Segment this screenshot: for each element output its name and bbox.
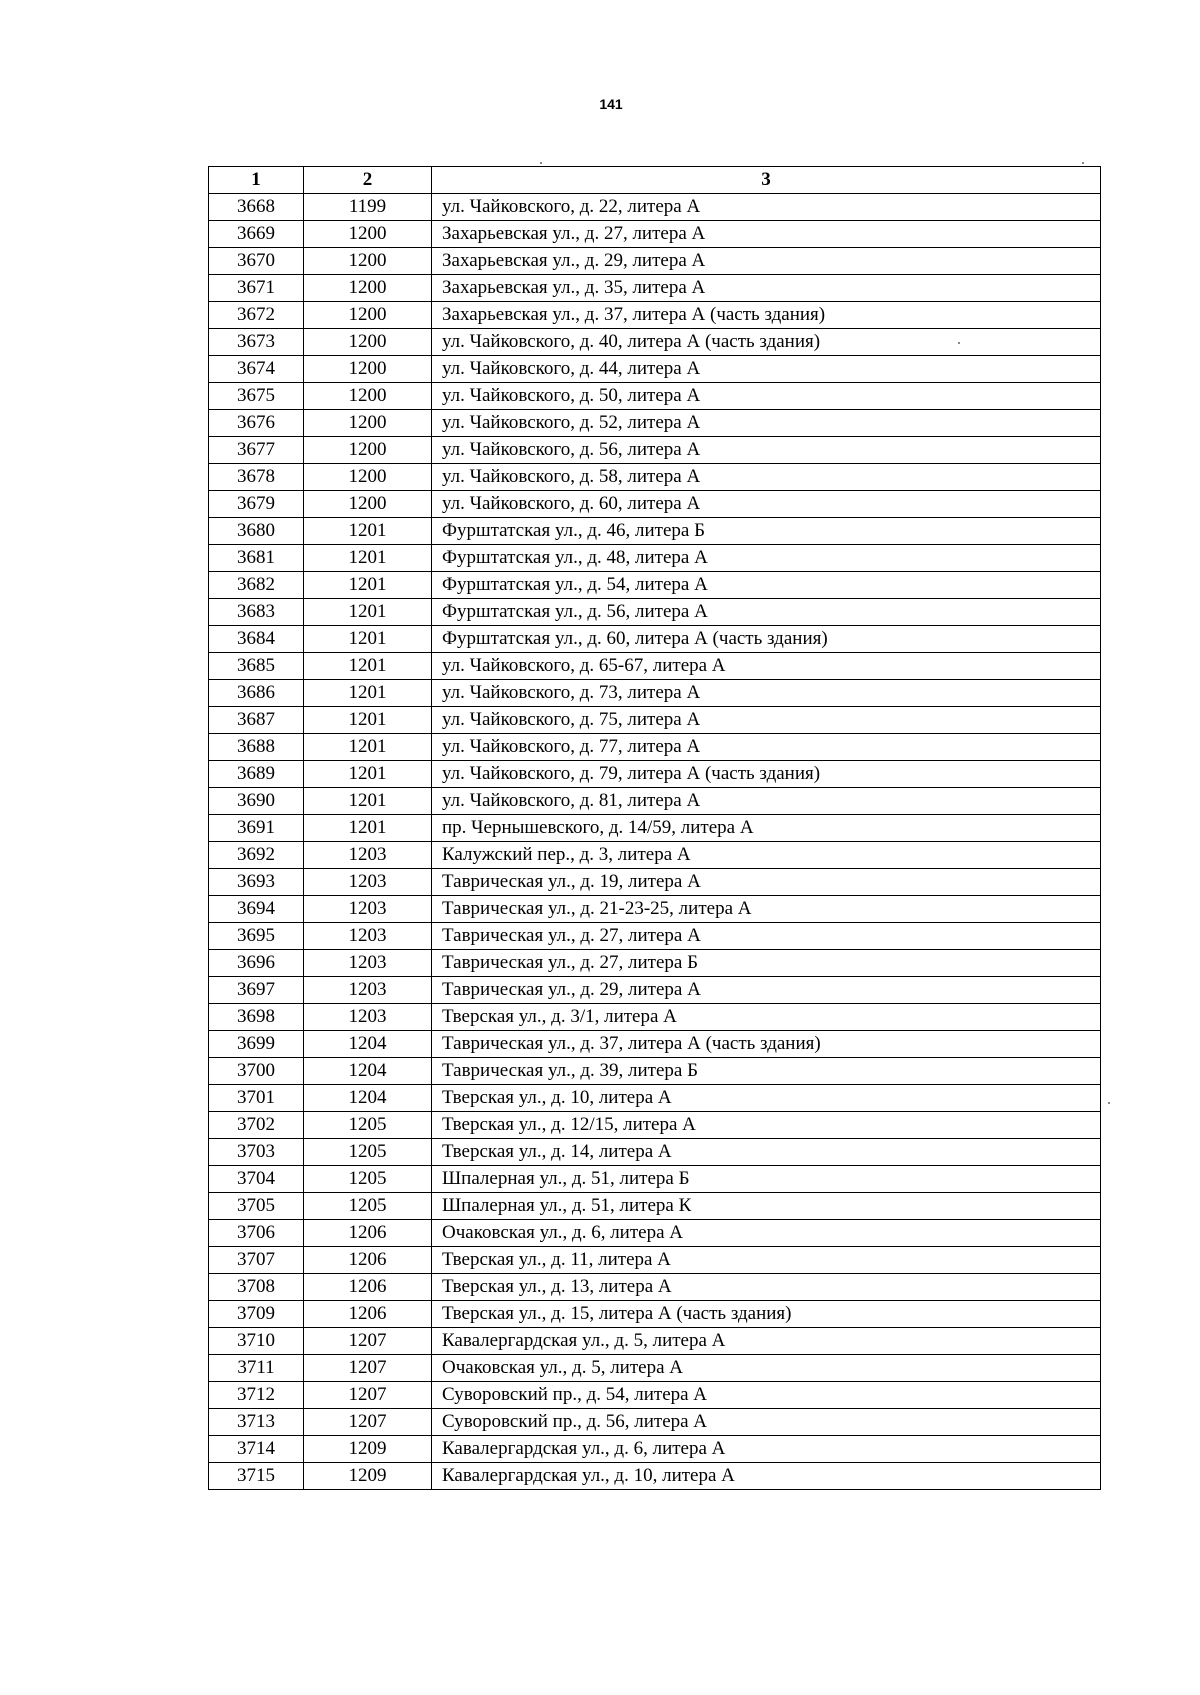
table-row <box>209 1031 1101 1058</box>
address-cell: Фурштатская ул., д. 48, литера А <box>432 545 1101 572</box>
address-cell: Таврическая ул., д. 19, литера А <box>432 869 1101 896</box>
row-number-cell: 3670 <box>209 248 304 275</box>
table-row <box>209 950 1101 977</box>
reference-number-cell: 1209 <box>304 1463 432 1490</box>
address-cell: Тверская ул., д. 14, литера А <box>432 1139 1101 1166</box>
reference-number-cell: 1206 <box>304 1247 432 1274</box>
reference-number-cell: 1201 <box>304 653 432 680</box>
row-number-cell: 3671 <box>209 275 304 302</box>
address-cell: Очаковская ул., д. 5, литера А <box>432 1355 1101 1382</box>
row-number-cell: 3698 <box>209 1004 304 1031</box>
row-number-cell: 3682 <box>209 572 304 599</box>
row-number-cell: 3689 <box>209 761 304 788</box>
table-row <box>209 410 1101 437</box>
address-cell: ул. Чайковского, д. 73, литера А <box>432 680 1101 707</box>
table-row <box>209 734 1101 761</box>
address-cell: ул. Чайковского, д. 79, литера А (часть здания) <box>432 761 1101 788</box>
reference-number-cell: 1201 <box>304 518 432 545</box>
row-number-cell: 3710 <box>209 1328 304 1355</box>
reference-number-cell: 1203 <box>304 1004 432 1031</box>
table-row <box>209 302 1101 329</box>
table-row <box>209 1112 1101 1139</box>
reference-number-cell: 1203 <box>304 896 432 923</box>
address-cell: ул. Чайковского, д. 50, литера А <box>432 383 1101 410</box>
row-number-cell: 3695 <box>209 923 304 950</box>
reference-number-cell: 1200 <box>304 275 432 302</box>
table-body <box>209 194 1101 1490</box>
address-cell: Тверская ул., д. 3/1, литера А <box>432 1004 1101 1031</box>
reference-number-cell: 1206 <box>304 1220 432 1247</box>
row-number-cell: 3673 <box>209 329 304 356</box>
table-row <box>209 707 1101 734</box>
address-cell: Фурштатская ул., д. 60, литера А (часть здания) <box>432 626 1101 653</box>
row-number-cell: 3711 <box>209 1355 304 1382</box>
table-row <box>209 275 1101 302</box>
row-number-cell: 3704 <box>209 1166 304 1193</box>
address-cell: Таврическая ул., д. 39, литера Б <box>432 1058 1101 1085</box>
row-number-cell: 3681 <box>209 545 304 572</box>
row-number-cell: 3693 <box>209 869 304 896</box>
table-row <box>209 815 1101 842</box>
table-row <box>209 1274 1101 1301</box>
table-row <box>209 491 1101 518</box>
reference-number-cell: 1200 <box>304 221 432 248</box>
address-cell: Кавалергардская ул., д. 10, литера А <box>432 1463 1101 1490</box>
row-number-cell: 3676 <box>209 410 304 437</box>
row-number-cell: 3684 <box>209 626 304 653</box>
address-cell: Таврическая ул., д. 29, литера А <box>432 977 1101 1004</box>
table-row <box>209 788 1101 815</box>
table-row <box>209 626 1101 653</box>
table-row <box>209 1058 1101 1085</box>
table-row <box>209 1220 1101 1247</box>
table-row <box>209 383 1101 410</box>
table-row <box>209 923 1101 950</box>
table-row <box>209 1463 1101 1490</box>
table-row <box>209 842 1101 869</box>
table-row <box>209 1139 1101 1166</box>
row-number-cell: 3677 <box>209 437 304 464</box>
row-number-cell: 3686 <box>209 680 304 707</box>
table-row <box>209 896 1101 923</box>
table-row <box>209 248 1101 275</box>
address-cell: ул. Чайковского, д. 77, литера А <box>432 734 1101 761</box>
address-cell: ул. Чайковского, д. 40, литера А (часть здания) <box>432 329 1101 356</box>
table-row <box>209 329 1101 356</box>
address-cell: Кавалергардская ул., д. 5, литера А <box>432 1328 1101 1355</box>
address-cell: Захарьевская ул., д. 37, литера А (часть здания) <box>432 302 1101 329</box>
table-row <box>209 761 1101 788</box>
row-number-cell: 3668 <box>209 194 304 221</box>
address-cell: пр. Чернышевского, д. 14/59, литера А <box>432 815 1101 842</box>
row-number-cell: 3701 <box>209 1085 304 1112</box>
reference-number-cell: 1201 <box>304 788 432 815</box>
reference-number-cell: 1201 <box>304 761 432 788</box>
table-row <box>209 356 1101 383</box>
table-row <box>209 599 1101 626</box>
address-cell: Суворовский пр., д. 56, литера А <box>432 1409 1101 1436</box>
row-number-cell: 3696 <box>209 950 304 977</box>
reference-number-cell: 1201 <box>304 626 432 653</box>
address-cell: ул. Чайковского, д. 56, литера А <box>432 437 1101 464</box>
table-row <box>209 1247 1101 1274</box>
address-cell: Шпалерная ул., д. 51, литера К <box>432 1193 1101 1220</box>
table-row <box>209 977 1101 1004</box>
row-number-cell: 3697 <box>209 977 304 1004</box>
address-cell: ул. Чайковского, д. 44, литера А <box>432 356 1101 383</box>
page-number: 141 <box>599 96 623 112</box>
address-cell: ул. Чайковского, д. 60, литера А <box>432 491 1101 518</box>
row-number-cell: 3706 <box>209 1220 304 1247</box>
table-row <box>209 1166 1101 1193</box>
row-number-cell: 3702 <box>209 1112 304 1139</box>
row-number-cell: 3687 <box>209 707 304 734</box>
address-cell: Тверская ул., д. 12/15, литера А <box>432 1112 1101 1139</box>
table-row <box>209 1085 1101 1112</box>
table-row <box>209 1382 1101 1409</box>
scan-speck <box>1082 162 1084 164</box>
table-row <box>209 545 1101 572</box>
reference-number-cell: 1209 <box>304 1436 432 1463</box>
address-cell: Тверская ул., д. 11, литера А <box>432 1247 1101 1274</box>
reference-number-cell: 1207 <box>304 1409 432 1436</box>
address-cell: Кавалергардская ул., д. 6, литера А <box>432 1436 1101 1463</box>
reference-number-cell: 1207 <box>304 1328 432 1355</box>
row-number-cell: 3708 <box>209 1274 304 1301</box>
row-number-cell: 3679 <box>209 491 304 518</box>
table-row <box>209 1355 1101 1382</box>
table-row <box>209 653 1101 680</box>
reference-number-cell: 1201 <box>304 545 432 572</box>
reference-number-cell: 1200 <box>304 437 432 464</box>
row-number-cell: 3688 <box>209 734 304 761</box>
row-number-cell: 3685 <box>209 653 304 680</box>
address-cell: Фурштатская ул., д. 54, литера А <box>432 572 1101 599</box>
address-cell: Тверская ул., д. 15, литера А (часть здания) <box>432 1301 1101 1328</box>
row-number-cell: 3669 <box>209 221 304 248</box>
table-row <box>209 1301 1101 1328</box>
table-row <box>209 194 1101 221</box>
reference-number-cell: 1203 <box>304 950 432 977</box>
row-number-cell: 3715 <box>209 1463 304 1490</box>
row-number-cell: 3714 <box>209 1436 304 1463</box>
row-number-cell: 3713 <box>209 1409 304 1436</box>
reference-number-cell: 1200 <box>304 329 432 356</box>
reference-number-cell: 1201 <box>304 815 432 842</box>
row-number-cell: 3712 <box>209 1382 304 1409</box>
table-row <box>209 1193 1101 1220</box>
row-number-cell: 3699 <box>209 1031 304 1058</box>
address-cell: Калужский пер., д. 3, литера А <box>432 842 1101 869</box>
address-cell: Суворовский пр., д. 54, литера А <box>432 1382 1101 1409</box>
reference-number-cell: 1201 <box>304 572 432 599</box>
table-row <box>209 869 1101 896</box>
reference-number-cell: 1204 <box>304 1085 432 1112</box>
reference-number-cell: 1205 <box>304 1193 432 1220</box>
table-row <box>209 221 1101 248</box>
address-cell: Очаковская ул., д. 6, литера А <box>432 1220 1101 1247</box>
address-cell: Таврическая ул., д. 27, литера А <box>432 923 1101 950</box>
table-row <box>209 1436 1101 1463</box>
row-number-cell: 3691 <box>209 815 304 842</box>
row-number-cell: 3709 <box>209 1301 304 1328</box>
table-row <box>209 518 1101 545</box>
reference-number-cell: 1203 <box>304 923 432 950</box>
address-cell: Захарьевская ул., д. 27, литера А <box>432 221 1101 248</box>
row-number-cell: 3703 <box>209 1139 304 1166</box>
registry-table <box>208 166 1101 1490</box>
row-number-cell: 3694 <box>209 896 304 923</box>
row-number-cell: 3707 <box>209 1247 304 1274</box>
reference-number-cell: 1200 <box>304 248 432 275</box>
row-number-cell: 3680 <box>209 518 304 545</box>
reference-number-cell: 1204 <box>304 1031 432 1058</box>
row-number-cell: 3672 <box>209 302 304 329</box>
row-number-cell: 3675 <box>209 383 304 410</box>
address-cell: Тверская ул., д. 13, литера А <box>432 1274 1101 1301</box>
address-cell: ул. Чайковского, д. 52, литера А <box>432 410 1101 437</box>
table-header-row <box>209 167 1101 194</box>
row-number-cell: 3690 <box>209 788 304 815</box>
address-cell: Фурштатская ул., д. 56, литера А <box>432 599 1101 626</box>
reference-number-cell: 1200 <box>304 356 432 383</box>
scan-speck <box>1108 1102 1110 1104</box>
column-header-1: 1 <box>209 167 304 194</box>
address-cell: Шпалерная ул., д. 51, литера Б <box>432 1166 1101 1193</box>
table-row <box>209 572 1101 599</box>
table-row <box>209 464 1101 491</box>
row-number-cell: 3683 <box>209 599 304 626</box>
column-header-2: 2 <box>304 167 432 194</box>
address-cell: ул. Чайковского, д. 65-67, литера А <box>432 653 1101 680</box>
scan-speck <box>958 342 960 344</box>
column-header-3: 3 <box>432 167 1101 194</box>
address-cell: ул. Чайковского, д. 58, литера А <box>432 464 1101 491</box>
reference-number-cell: 1205 <box>304 1112 432 1139</box>
row-number-cell: 3700 <box>209 1058 304 1085</box>
reference-number-cell: 1203 <box>304 869 432 896</box>
reference-number-cell: 1207 <box>304 1355 432 1382</box>
reference-number-cell: 1203 <box>304 842 432 869</box>
address-cell: ул. Чайковского, д. 22, литера А <box>432 194 1101 221</box>
scan-speck <box>540 162 542 164</box>
row-number-cell: 3678 <box>209 464 304 491</box>
reference-number-cell: 1201 <box>304 680 432 707</box>
reference-number-cell: 1204 <box>304 1058 432 1085</box>
address-cell: Захарьевская ул., д. 29, литера А <box>432 248 1101 275</box>
reference-number-cell: 1206 <box>304 1274 432 1301</box>
address-cell: Таврическая ул., д. 37, литера А (часть здания) <box>432 1031 1101 1058</box>
address-cell: Захарьевская ул., д. 35, литера А <box>432 275 1101 302</box>
reference-number-cell: 1201 <box>304 734 432 761</box>
table-row <box>209 437 1101 464</box>
address-cell: Таврическая ул., д. 21-23-25, литера А <box>432 896 1101 923</box>
address-cell: Таврическая ул., д. 27, литера Б <box>432 950 1101 977</box>
row-number-cell: 3705 <box>209 1193 304 1220</box>
row-number-cell: 3674 <box>209 356 304 383</box>
table-row <box>209 1328 1101 1355</box>
reference-number-cell: 1200 <box>304 383 432 410</box>
reference-number-cell: 1199 <box>304 194 432 221</box>
reference-number-cell: 1201 <box>304 599 432 626</box>
reference-number-cell: 1201 <box>304 707 432 734</box>
reference-number-cell: 1207 <box>304 1382 432 1409</box>
reference-number-cell: 1203 <box>304 977 432 1004</box>
table-row <box>209 1409 1101 1436</box>
reference-number-cell: 1200 <box>304 464 432 491</box>
address-cell: Тверская ул., д. 10, литера А <box>432 1085 1101 1112</box>
address-cell: ул. Чайковского, д. 75, литера А <box>432 707 1101 734</box>
table-header <box>209 167 1101 194</box>
reference-number-cell: 1200 <box>304 302 432 329</box>
reference-number-cell: 1206 <box>304 1301 432 1328</box>
reference-number-cell: 1205 <box>304 1166 432 1193</box>
address-cell: Фурштатская ул., д. 46, литера Б <box>432 518 1101 545</box>
table-row <box>209 1004 1101 1031</box>
reference-number-cell: 1200 <box>304 410 432 437</box>
reference-number-cell: 1200 <box>304 491 432 518</box>
address-cell: ул. Чайковского, д. 81, литера А <box>432 788 1101 815</box>
reference-number-cell: 1205 <box>304 1139 432 1166</box>
row-number-cell: 3692 <box>209 842 304 869</box>
table-row <box>209 680 1101 707</box>
